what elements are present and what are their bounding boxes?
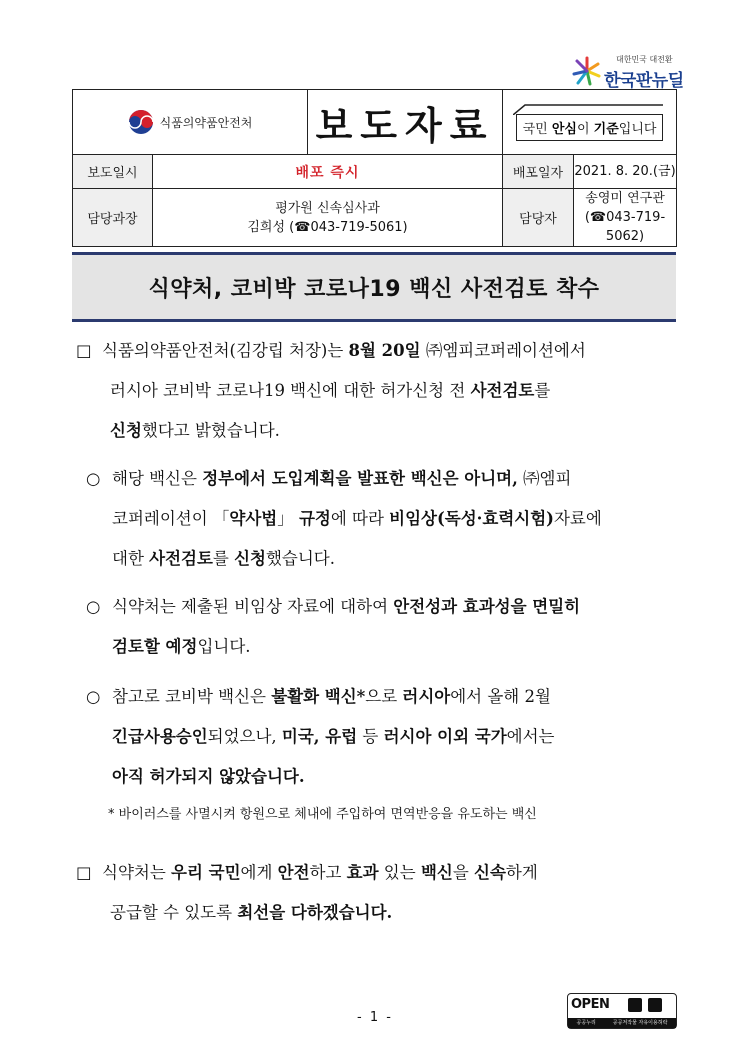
noncommercial-icon — [648, 998, 662, 1012]
slogan-cell — [503, 90, 677, 155]
department-head: 김희성 (☎043-719-5061) — [247, 219, 408, 235]
government-emblem-icon — [128, 109, 154, 135]
p2-text: 에 따라 — [330, 509, 390, 528]
p2-text: 코퍼레이션이 「 — [112, 509, 230, 528]
p4-text: 으로 — [365, 687, 403, 706]
department-name: 평가원 신속심사과 — [275, 200, 380, 216]
slogan-text-4: 기준 — [593, 121, 619, 137]
p5-bold: 최선을 다하겠습니다. — [237, 903, 393, 922]
p5-text: 에게 — [240, 863, 278, 882]
department-label: 담당과장 — [73, 189, 153, 247]
paragraph-4 — [86, 677, 554, 797]
page-number: - 1 - — [357, 1010, 393, 1025]
p4-text: 에서 올해 2월 — [450, 687, 551, 706]
slogan-text-2: 안심 — [551, 121, 577, 137]
p5-text: 을 — [452, 863, 475, 882]
p4-bold: 미국, 유럽 — [281, 727, 358, 746]
p5-bold: 백신 — [420, 863, 453, 882]
page-title: 보도자료 — [315, 102, 495, 148]
p2-text: 대한 — [112, 549, 150, 568]
circle-bullet: ○ — [86, 469, 101, 488]
slogan-text-3: 이 — [576, 121, 594, 137]
contact-name: 송영미 연구관 — [585, 191, 665, 206]
p2-text: 했습니다. — [265, 549, 335, 568]
p2-text: 를 — [212, 549, 235, 568]
p1-bold: 신청 — [110, 421, 142, 440]
p1-bold: 8월 20일 — [348, 341, 421, 360]
p4-text: 되었으나, — [207, 727, 282, 746]
p4-bold: 러시아 이외 국가 — [383, 727, 507, 746]
slogan-text-5: 입니다 — [618, 121, 657, 137]
p2-bold: 신청 — [234, 549, 266, 568]
footnote: * 바이러스를 사멸시켜 항원으로 체내에 주입하여 면역반응을 유도하는 백신 — [108, 807, 537, 822]
paragraph-5 — [76, 853, 538, 933]
p2-bold: 사전검토 — [149, 549, 213, 568]
circle-bullet: ○ — [86, 597, 101, 616]
p5-text: 공급할 수 있도록 — [110, 903, 238, 922]
license-right-caption: 공공저작물 자유이용허락 — [612, 1020, 668, 1026]
p5-text: 하고 — [309, 863, 347, 882]
p4-bold: 러시아 — [402, 687, 451, 706]
paragraph-2 — [86, 459, 602, 579]
p2-text: 」 — [277, 509, 299, 528]
p1-text: 했다고 밝혔습니다. — [141, 421, 280, 440]
headline-band — [72, 252, 676, 322]
press-release-header — [72, 89, 677, 247]
p2-text: 자료에 — [553, 509, 602, 528]
contact-value — [574, 189, 677, 247]
p5-text: 식약처는 — [102, 863, 172, 882]
p2-bold: 약사법 — [229, 509, 278, 528]
p1-text: 를 — [534, 381, 551, 400]
contact-label: 담당자 — [503, 189, 574, 247]
p3-bold: 검토할 예정 — [112, 637, 198, 656]
p3-bold: 안전성과 효과성을 면밀히 — [393, 597, 581, 616]
slogan-text-1: 국민 — [522, 121, 552, 137]
p1-text: 식품의약품안전처(김강립 처장)는 — [102, 341, 349, 360]
ministry-cell — [73, 90, 308, 155]
open-license-badge — [567, 993, 677, 1029]
contact-phone: (☎043-719-5062) — [584, 210, 666, 244]
p2-text: ㈜엠피 — [517, 469, 572, 488]
p3-text: 식약처는 제출된 비임상 자료에 대하여 — [112, 597, 394, 616]
p4-text: 참고로 코비박 백신은 — [112, 687, 272, 706]
p3-text: 입니다. — [197, 637, 251, 656]
department-value — [153, 189, 503, 247]
new-deal-name: 한국판뉴딜 — [604, 71, 684, 91]
p5-bold: 신속 — [474, 863, 506, 882]
p1-bold: 사전검토 — [470, 381, 535, 400]
p5-bold: 우리 국민 — [171, 863, 241, 882]
ministry-name: 식품의약품안전처 — [159, 115, 253, 130]
roof-icon — [513, 103, 663, 115]
square-bullet: □ — [76, 341, 92, 360]
distribution-label: 배포일자 — [503, 155, 574, 189]
license-left-caption: 공공누리 — [576, 1020, 596, 1026]
p2-bold: 정부에서 도입계획을 발표한 백신은 아니며, — [202, 469, 518, 488]
p5-bold: 안전 — [277, 863, 310, 882]
korea-new-deal-logo — [572, 52, 684, 91]
p5-bold: 효과 — [346, 863, 379, 882]
p2-text: 해당 백신은 — [112, 469, 203, 488]
p5-text: 있는 — [378, 863, 421, 882]
release-value: 배포 즉시 — [153, 155, 503, 189]
p4-text: 에서는 — [506, 727, 555, 746]
p4-text: 등 — [357, 727, 384, 746]
paragraph-3 — [86, 587, 580, 667]
new-deal-star-icon — [572, 56, 602, 86]
title-cell — [308, 90, 503, 155]
p4-bold: 긴급사용승인 — [112, 727, 208, 746]
p1-text: ㈜엠피코퍼레이션에서 — [420, 341, 586, 360]
release-label: 보도일시 — [73, 155, 153, 189]
open-label: OPEN — [571, 997, 610, 1012]
slogan-box — [516, 114, 664, 141]
p2-bold: 규정 — [298, 509, 331, 528]
circle-bullet: ○ — [86, 687, 101, 706]
p2-bold: 비임상(독성·효력시험) — [389, 509, 554, 528]
p5-text: 하게 — [505, 863, 538, 882]
distribution-date: 2021. 8. 20.(금) — [574, 155, 677, 189]
attribution-icon — [628, 998, 642, 1012]
p1-text: 러시아 코비박 코로나19 백신에 대한 허가신청 전 — [110, 381, 471, 400]
license-caption-strip — [568, 1018, 676, 1028]
p4-bold: 아직 허가되지 않았습니다. — [112, 767, 305, 786]
p4-bold: 불활화 백신* — [271, 687, 366, 706]
paragraph-1 — [76, 331, 586, 451]
new-deal-subtitle: 대한민국 대전환 — [616, 55, 673, 64]
headline: 식약처, 코비박 코로나19 백신 사전검토 착수 — [148, 276, 600, 302]
square-bullet: □ — [76, 863, 92, 882]
